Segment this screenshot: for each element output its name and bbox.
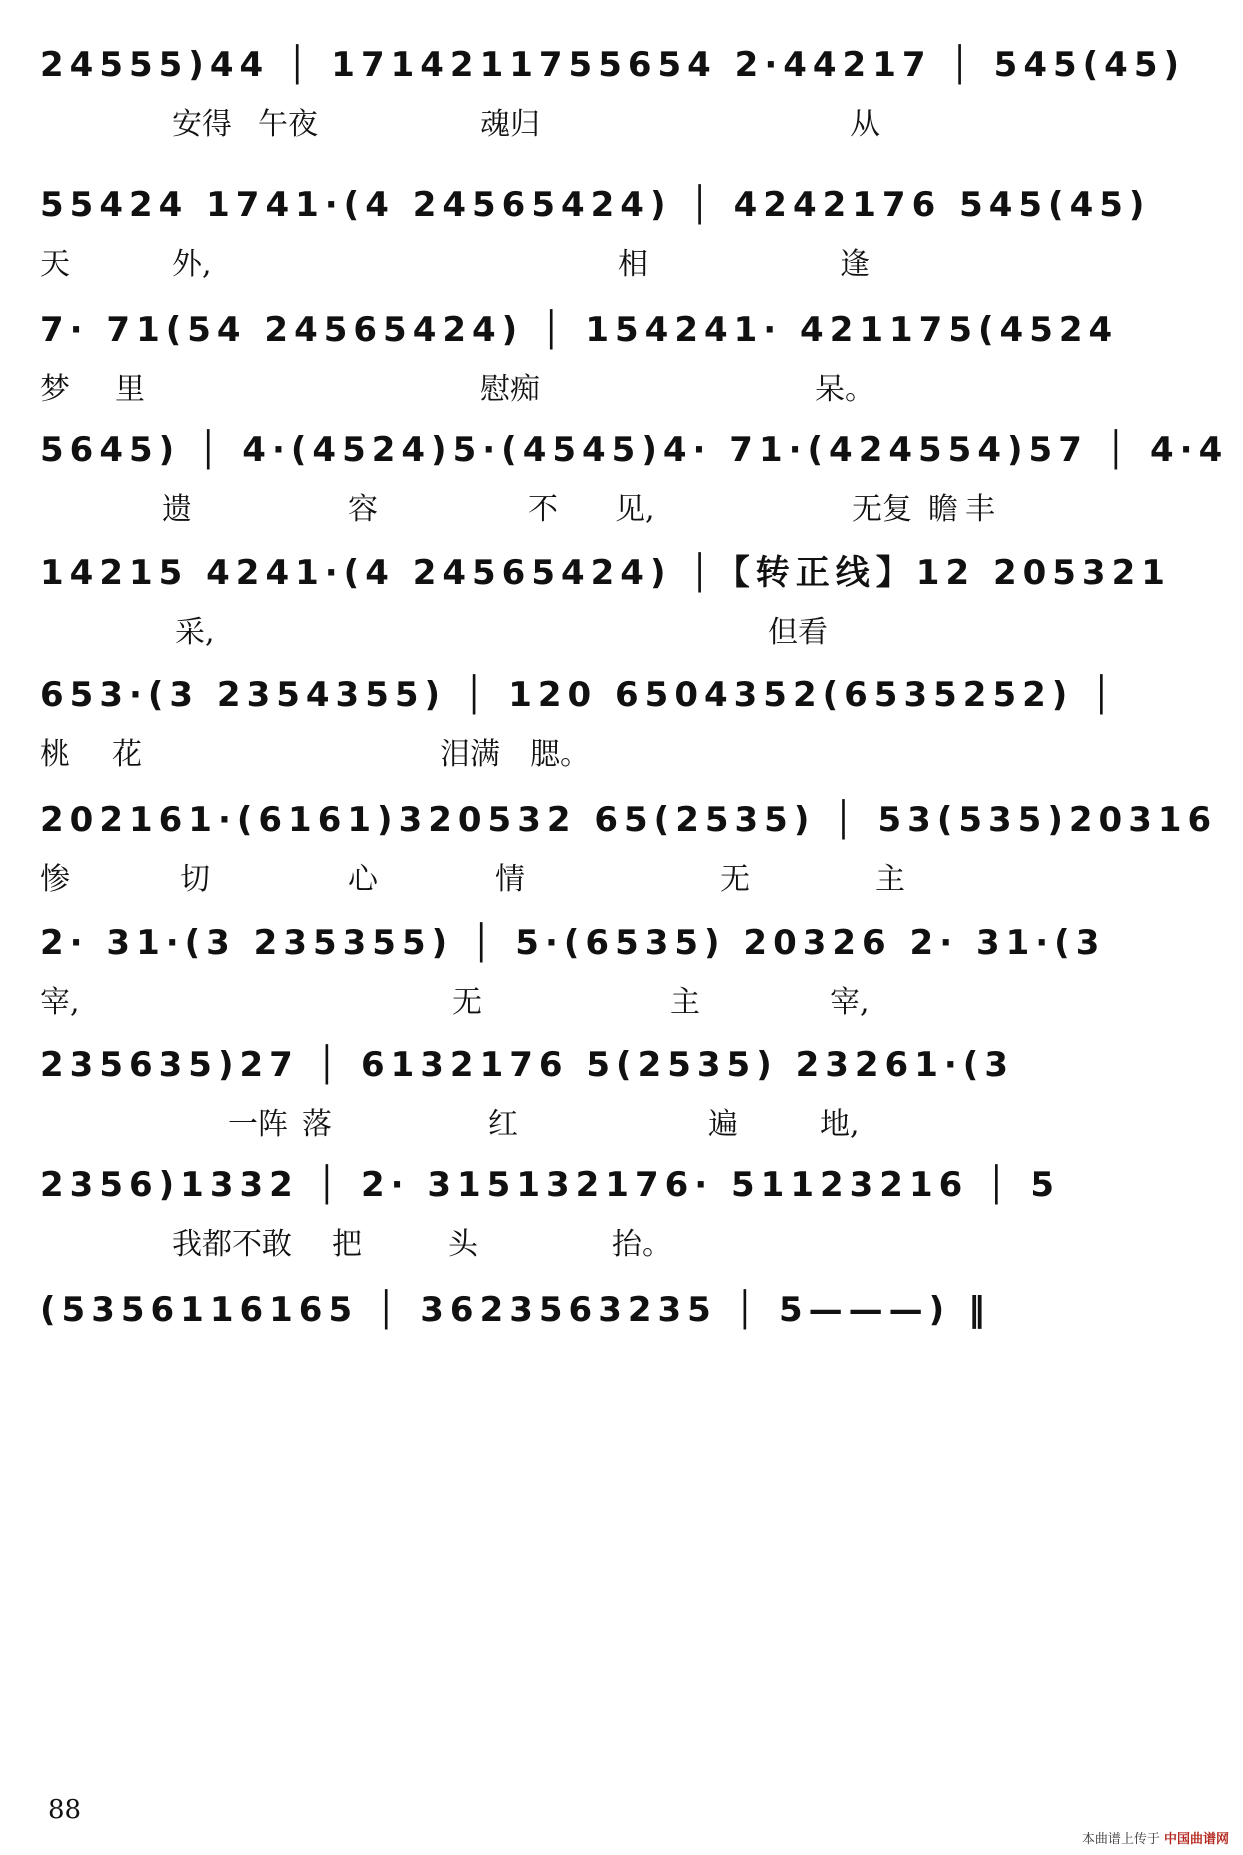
- lyric-word: 里: [115, 372, 145, 407]
- notation: 2· 31·(3 235355) │ 5·(6535) 20326 2· 31·(3: [40, 923, 1106, 963]
- score-line: [40, 670, 1190, 790]
- notation: 202161·(6161)320532 65(2535) │ 53(535)20316: [40, 800, 1218, 840]
- lyric-word: 无: [452, 985, 482, 1020]
- lyric-word: 外,: [172, 247, 212, 282]
- lyric-word: 腮。: [530, 737, 590, 772]
- footer-credit: [1082, 1828, 1229, 1847]
- notation: 2356)1332 │ 2· 315132176· 51123216 │ 5: [40, 1165, 1061, 1205]
- lyric-word: 无复: [852, 492, 912, 527]
- lyrics-row: [40, 857, 1190, 903]
- score-line: [40, 305, 1190, 425]
- lyric-word: 把: [332, 1227, 362, 1262]
- score-line: [40, 40, 1190, 160]
- lyrics-row: [40, 242, 1190, 288]
- lyrics-row: [40, 732, 1190, 778]
- score-line: [40, 1040, 1190, 1160]
- lyric-word: 丰: [965, 492, 995, 527]
- score-line: [40, 795, 1218, 915]
- score-line: [40, 425, 1229, 545]
- lyric-word: 地,: [820, 1107, 860, 1142]
- page-number: 88: [48, 1795, 82, 1825]
- lyric-word: 见,: [615, 492, 655, 527]
- lyric-word: 心: [348, 862, 378, 897]
- lyric-word: 瞻: [928, 492, 958, 527]
- lyric-word: 落: [302, 1107, 332, 1142]
- lyric-word: 天: [40, 247, 70, 282]
- notation: 235635)27 │ 6132176 5(2535) 23261·(3: [40, 1045, 1014, 1085]
- site-logo: 中国曲谱网: [1163, 1832, 1229, 1847]
- lyric-word: 午夜: [258, 107, 318, 142]
- lyric-word: 宰,: [830, 985, 870, 1020]
- lyric-word: 头: [448, 1227, 478, 1262]
- lyrics-row: [40, 487, 1190, 533]
- lyrics-row: [40, 1102, 1190, 1148]
- lyric-word: 切: [180, 862, 210, 897]
- notation: 24555)44 │ 1714211755654 2·44217 │ 545(45): [40, 45, 1186, 85]
- lyric-word: 慰痴: [480, 372, 540, 407]
- lyric-word: 宰,: [40, 985, 80, 1020]
- score-line: [40, 1285, 1190, 1405]
- lyrics-row: [40, 610, 1190, 656]
- lyric-word: 魂归: [480, 107, 540, 142]
- lyric-word: 从: [850, 107, 880, 142]
- score-line: [40, 1160, 1190, 1280]
- score-line: [40, 180, 1190, 300]
- lyric-word: 不: [528, 492, 558, 527]
- score-line: [40, 548, 1190, 668]
- lyric-word: 相: [618, 247, 648, 282]
- lyric-word: 情: [495, 862, 525, 897]
- lyric-word: 主: [670, 985, 700, 1020]
- lyric-word: 惨: [40, 862, 70, 897]
- lyric-word: 红: [488, 1107, 518, 1142]
- notation: 7· 71(54 24565424) │ 154241· 421175(4524: [40, 310, 1119, 350]
- lyric-word: 无: [720, 862, 750, 897]
- footer-credit-text: 本曲谱上传于: [1081, 1832, 1160, 1847]
- lyric-word: 但看: [768, 615, 828, 650]
- notation: (5356116165 │ 3623563235 │ 5———) ‖: [40, 1290, 992, 1330]
- lyric-word: 花: [112, 737, 142, 772]
- lyric-word: 泪满: [440, 737, 500, 772]
- lyric-word: 一阵: [228, 1107, 288, 1142]
- notation: 653·(3 2354355) │ 120 6504352(6535252) │: [40, 675, 1118, 715]
- notation: 14215 4241·(4 24565424) │【转正线】12 205321: [40, 553, 1171, 593]
- lyric-word: 我都不敢: [172, 1227, 292, 1262]
- lyric-word: 安得: [172, 107, 232, 142]
- lyrics-row: [40, 1222, 1190, 1268]
- notation: 5645) │ 4·(4524)5·(4545)4· 71·(424554)57 │ 4·4: [40, 430, 1229, 470]
- lyrics-row: [40, 367, 1190, 413]
- lyric-word: 遍: [708, 1107, 738, 1142]
- lyric-word: 采,: [175, 615, 215, 650]
- lyric-word: 桃: [40, 737, 70, 772]
- lyrics-row: [40, 980, 1190, 1026]
- lyric-word: 抬。: [612, 1227, 672, 1262]
- notation: 55424 1741·(4 24565424) │ 4242176 545(45): [40, 185, 1151, 225]
- score-line: [40, 918, 1190, 1038]
- lyric-word: 遗: [162, 492, 192, 527]
- lyric-word: 梦: [40, 372, 70, 407]
- lyric-word: 容: [348, 492, 378, 527]
- lyrics-row: [40, 102, 1190, 148]
- lyric-word: 主: [875, 862, 905, 897]
- lyric-word: 逢: [840, 247, 870, 282]
- lyric-word: 呆。: [815, 372, 875, 407]
